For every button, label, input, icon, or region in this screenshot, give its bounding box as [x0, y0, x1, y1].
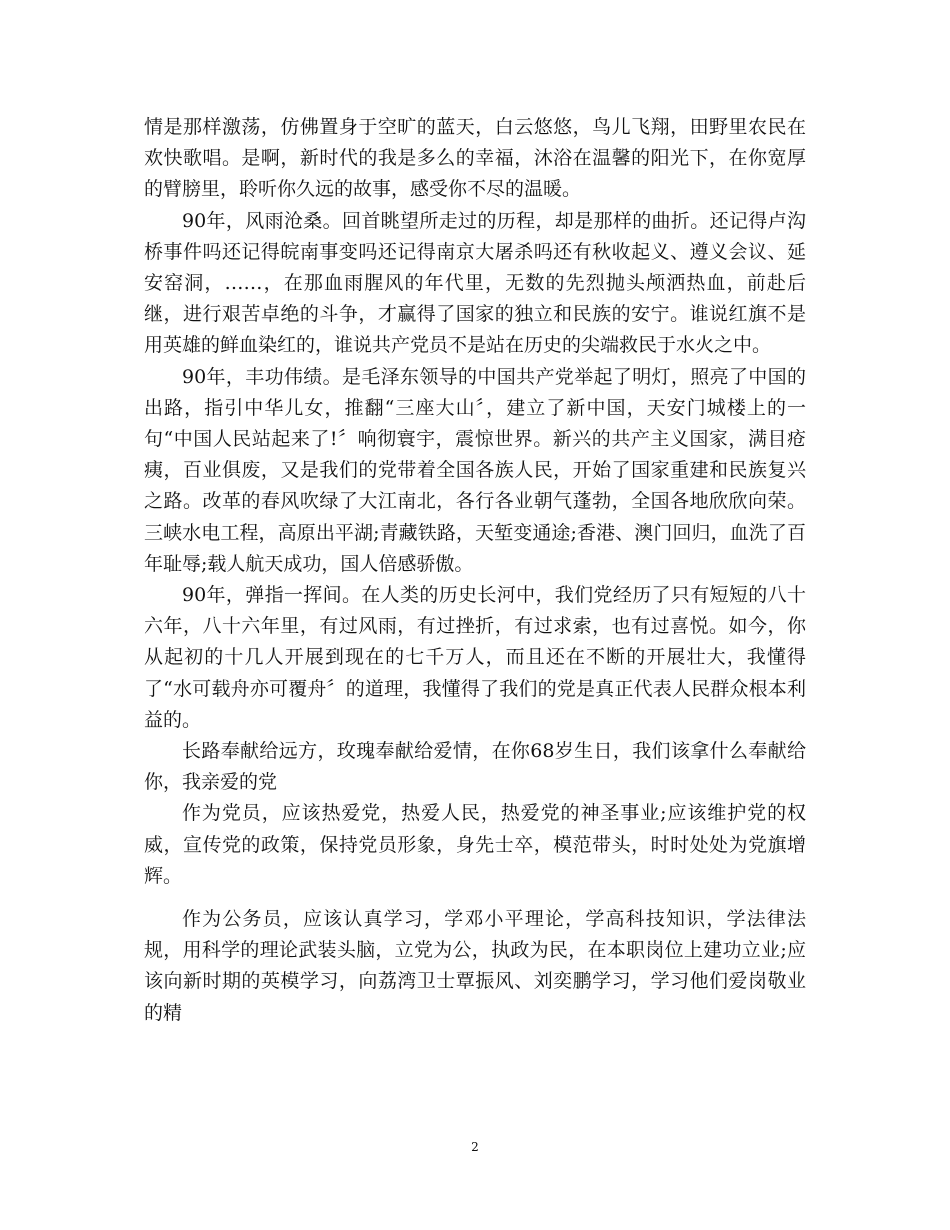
paragraph-dedication: 长路奉献给远方，玫瑰奉献给爱情，在你68岁生日，我们该拿什么奉献给你，我亲爱的党 [144, 740, 806, 794]
paragraph-achievements: 90年，丰功伟绩。是毛泽东领导的中国共产党举起了明灯，照亮了中国的出路，指引中华儿女，推翻“三座大山〞，建立了新中国，天安门城楼上的一句“中国人民站起来了!〞响彻寰宇，震惊世界。新兴的共产主义国家，满目疮痍，百业俱废，又是我们的党带着全国各族人民，开始了国家重建和民族复兴之路。改革的春风吹绿了大江南北，各行各业朝气蓬勃，全国各地欣欣向荣。三峡水电工程，高原出平湖;青藏铁路，天堑变通途;香港、澳门回归，血洗了百年耻辱;载人航天成功，国人倍感骄傲。 [144, 365, 806, 575]
paragraph-time-passes: 90年，弹指一挥间。在人类的历史长河中，我们党经历了只有短短的八十六年，八十六年里，有过风雨，有过挫折，有过求索，也有过喜悦。如今，你从起初的十几人开展到现在的七千万人，而且还在不断的开展壮大，我懂得了“水可载舟亦可覆舟〞的道理，我懂得了我们的党是真正代表人民群众根本利益的。 [144, 584, 806, 731]
paragraph-storm-history: 90年，风雨沧桑。回首眺望所走过的历程，却是那样的曲折。还记得卢沟桥事件吗还记得皖南事变吗还记得南京大屠杀吗还有秋收起义、遵义会议、延安窑洞，……，在那血雨腥风的年代里，无数的先烈抛头颅洒热血，前赴后继，进行艰苦卓绝的斗争，才赢得了国家的独立和民族的安宁。谁说红旗不是用英雄的鲜血染红的，谁说共产党员不是站在历史的尖端救民于水火之中。 [144, 209, 806, 357]
paragraph-party-member: 作为党员，应该热爱党，热爱人民，热爱党的神圣事业;应该维护党的权威，宣传党的政策，保持党员形象，身先士卒，模范带头，时时处处为党旗增辉。 [144, 802, 806, 887]
page-number: 2 [471, 1140, 479, 1154]
paragraph-civil-servant: 作为公务员，应该认真学习，学邓小平理论，学高科技知识，学法律法规，用科学的理论武装头脑，立党为公，执政为民，在本职岗位上建功立业;应该向新时期的英模学习，向荔湾卫士覃振风、刘奕鹏学习，学习他们爱岗敬业的精 [144, 908, 806, 1024]
document-body [144, 112, 806, 1029]
paragraph-continuation: 情是那样激荡，仿佛置身于空旷的蓝天，白云悠悠，鸟儿飞翔，田野里农民在欢快歌唱。是啊，新时代的我是多么的幸福，沐浴在温馨的阳光下，在你宽厚的臂膀里，聆听你久远的故事，感受你不尽的温暖。 [144, 116, 806, 201]
